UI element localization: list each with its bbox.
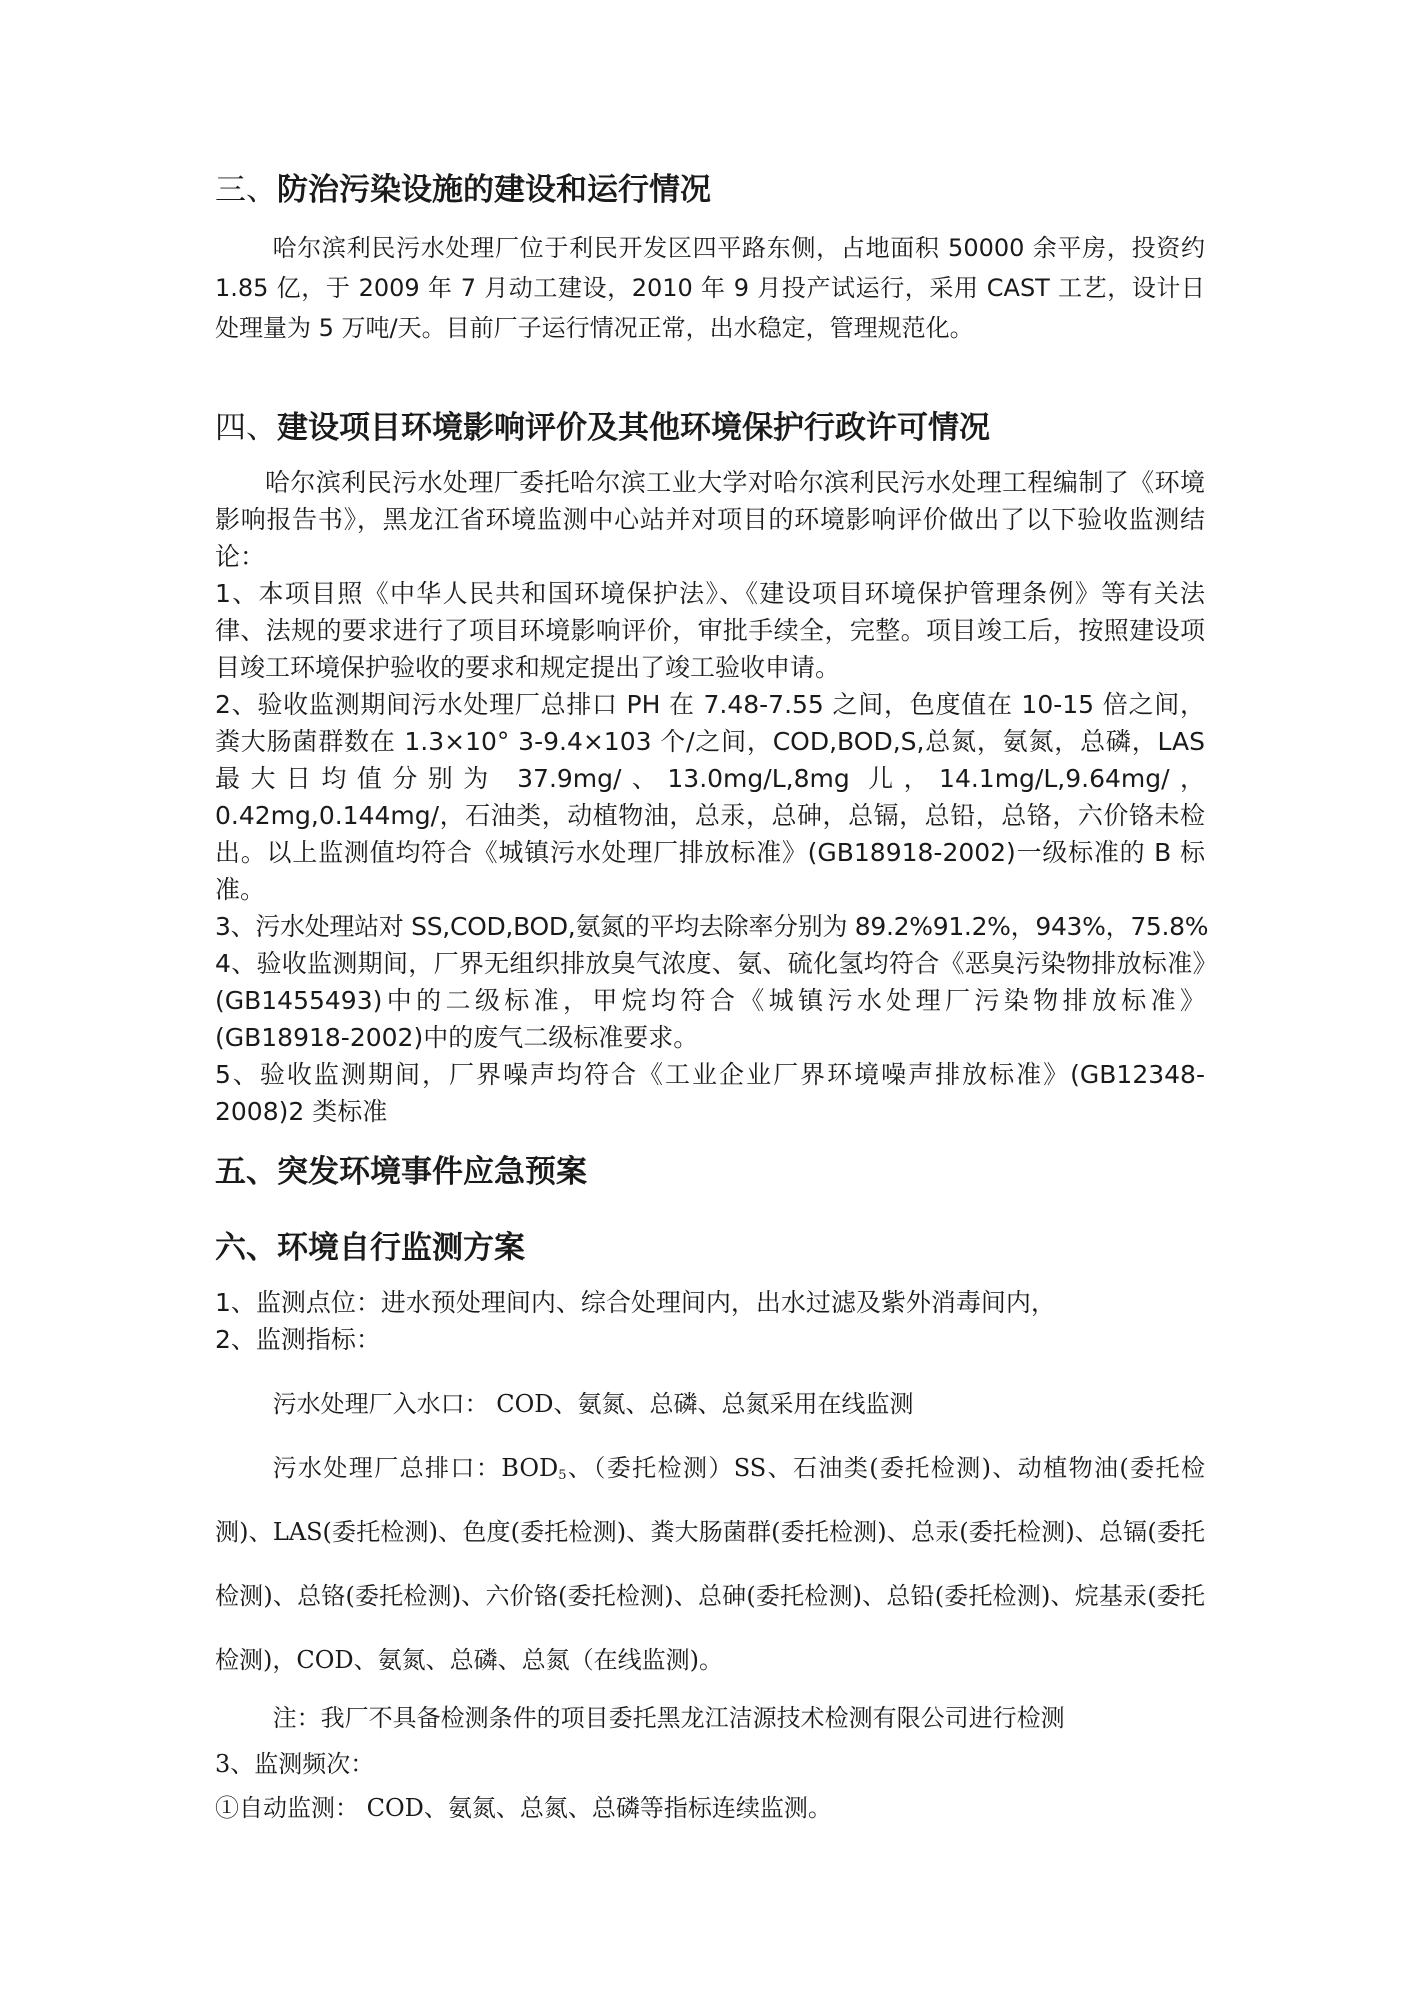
- section-6-heading: 六、环境自行监测方案: [215, 1230, 525, 1266]
- monitoring-note: 注：我厂不具备检测条件的项目委托黑龙江洁源技术检测有限公司进行检测: [272, 1704, 1065, 1732]
- monitoring-outlet: [215, 1436, 1205, 1692]
- bod-subscript: 5: [558, 1468, 567, 1483]
- monitoring-auto: ①自动监测： COD、氨氮、总氮、总磷等指标连续监测。: [215, 1794, 832, 1822]
- section-3-title: 防治污染设施的建设和运行情况: [277, 172, 711, 208]
- section-6-item-1: 1、监测点位：进水预处理间内、综合处理间内，出水过滤及紫外消毒间内，: [215, 1288, 1056, 1317]
- section-5-heading: 五、突发环境事件应急预案: [215, 1154, 587, 1190]
- document-content: [215, 168, 1209, 1828]
- section-3-heading: [215, 168, 1205, 212]
- section-4-item-5: 5、验收监测期间，厂界噪声均符合《工业企业厂界环境噪声排放标准》(GB12348-2008)2 类标准: [215, 1060, 1205, 1126]
- section-4-number: 四、: [215, 410, 277, 446]
- section-3-paragraph: 哈尔滨利民污水处理厂位于利民开发区四平路东侧，占地面积 50000 余平房，投资约 1.85 亿，于 2009 年 7 月动工建设，2010 年 9 月投产试运行，采用 CAST 工艺，设计日处理量为 5 万吨/天。目前厂子运行情况正常，出水稳定，管理规范化。: [215, 234, 1205, 342]
- section-3-number: 三、: [215, 172, 277, 208]
- outlet-items: 、（委托检测）SS、石油类(委托检测)、动植物油(委托检测)、LAS(委托检测)、色度(委托检测)、粪大肠菌群(委托检测)、总汞(委托检测)、总镉(委托检测)、总铬(委托检测)、六价铬(委托检测)、总砷(委托检测)、总铅(委托检测)、烷基汞(委托检测)，COD、氨氮、总磷、总氮（在线监测)。: [215, 1454, 1205, 1674]
- section-6-item-2: 2、监测指标：: [215, 1325, 381, 1354]
- section-4-item-1: 1、本项目照《中华人民共和国环境保护法》、《建设项目环境保护管理条例》等有关法律、法规的要求进行了项目环境影响评价，审批手续全，完整。项目竣工后，按照建设项目竣工环境保护验收的要求和规定提出了竣工验收申请。: [215, 579, 1205, 682]
- section-4-title: 建设项目环境影响评价及其他环境保护行政许可情况: [277, 410, 990, 446]
- monitoring-inlet: 污水处理厂入水口： COD、氨氮、总磷、总氮采用在线监测: [272, 1390, 914, 1418]
- section-6-item-3: 3、监测频次：: [215, 1750, 375, 1778]
- outlet-label: 污水处理厂总排口：BOD: [272, 1454, 559, 1482]
- section-4-intro: 哈尔滨利民污水处理厂委托哈尔滨工业大学对哈尔滨利民污水处理工程编制了《环境影响报告书》，黑龙江省环境监测中心站并对项目的环境影响评价做出了以下验收监测结论：: [215, 468, 1205, 571]
- section-4-item-4: 4、验收监测期间，厂界无组织排放臭气浓度、氨、硫化氢均符合《恶臭污染物排放标准》(GB1455493)中的二级标准，甲烷均符合《城镇污水处理厂污染物排放标准》(GB18918-2002)中的废气二级标准要求。: [215, 949, 1205, 1052]
- section-4-item-2: 2、验收监测期间污水处理厂总排口 PH 在 7.48-7.55 之间，色度值在 10-15 倍之间，粪大肠菌群数在 1.3×10° 3-9.4×103 个/之间，COD,BOD,S,总氮，氨氮，总磷，LAS 最大日均值分别为 37.9mg/、13.0mg/L,8mg 儿，14.1mg/L,9.64mg/，0.42mg,0.144mg/，石油类，动植物油，总汞，总砷，总镉，总铅，总铬，六价铬未检出。以上监测值均符合《城镇污水处理厂排放标准》(GB18918-2002)一级标准的 B 标准。: [215, 690, 1205, 904]
- section-4-heading: [215, 406, 1205, 450]
- section-4-item-3: 3、污水处理站对 SS,COD,BOD,氨氮的平均去除率分别为 89.2%91.2%，943%，75.8%: [215, 912, 1209, 941]
